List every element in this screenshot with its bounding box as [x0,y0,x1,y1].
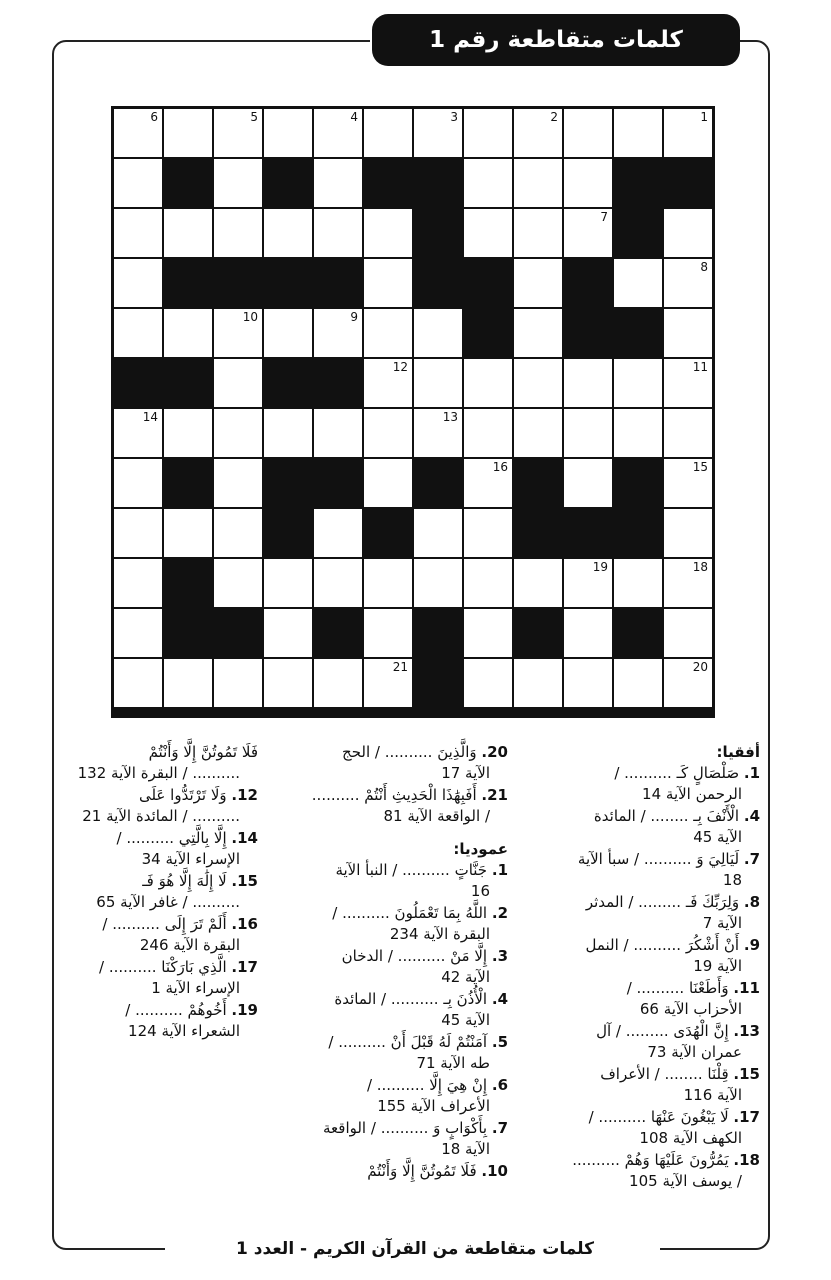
grid-cell[interactable] [563,558,613,608]
grid-cell[interactable] [263,608,313,658]
clue-number: 19 [592,560,608,574]
black-cell [413,208,463,258]
grid-cell[interactable] [463,158,513,208]
grid-cell[interactable] [313,658,363,708]
black-cell [613,608,663,658]
black-cell [563,508,613,558]
grid-cell[interactable] [313,508,363,558]
clue-reference: الآية 17 [441,764,490,782]
black-cell [663,158,713,208]
clue-item [296,903,508,945]
clues-column-right [555,742,760,1193]
grid-cell[interactable] [613,558,663,608]
clue-item [68,828,258,870]
clue-number: 5 [250,110,258,124]
grid-cell[interactable] [263,308,313,358]
clue-index: 20. [481,743,508,761]
black-cell [263,358,313,408]
black-cell [263,458,313,508]
clue-reference: الآية 18 [441,1140,490,1158]
clue-reference: الآية 19 [693,957,742,975]
clue-number: 7 [600,210,608,224]
clue-item [555,806,760,848]
clue-index: 2. [491,904,508,922]
grid-cell[interactable] [413,358,463,408]
grid-cell[interactable] [213,558,263,608]
clue-index: 7. [491,1119,508,1137]
grid-cell[interactable] [513,308,563,358]
black-cell [163,258,213,308]
clue-number: 2 [550,110,558,124]
grid-cell[interactable] [613,108,663,158]
crossword-grid [111,106,715,718]
black-cell [213,608,263,658]
grid-cell[interactable] [663,308,713,358]
grid-cell[interactable] [113,408,163,458]
clue-item [68,914,258,956]
grid-cell[interactable] [363,608,413,658]
grid-cell[interactable] [663,658,713,708]
grid-cell[interactable] [363,458,413,508]
clue-index: 5. [491,1033,508,1051]
clue-number: 6 [150,110,158,124]
clue-reference: البقرة الآية 234 [389,925,490,943]
black-cell [113,358,163,408]
clue-text: أَنْ أَشْكُرَ .......... / النمل [585,936,740,954]
black-cell [563,258,613,308]
grid-cell[interactable] [113,308,163,358]
grid-cell[interactable] [163,408,213,458]
grid-cell[interactable] [513,658,563,708]
black-cell [313,458,363,508]
grid-cell[interactable] [213,158,263,208]
clue-text: وَأَطَعْنَا .......... / [626,979,729,997]
grid-cell[interactable] [113,458,163,508]
clue-text: يَمُرُّونَ عَلَيْهَا وَهُمْ .......... [572,1151,729,1169]
clue-index: 13. [733,1022,760,1040]
clue-text: فَلَا تَمُوتُنَّ إِلَّا وَأَنْتُمْ [148,743,258,761]
clue-number: 11 [692,360,708,374]
clue-text: لَيَالِيَ وَ .......... / سبأ الآية [577,850,740,868]
black-cell [613,458,663,508]
clue-reference: .......... / غافر الآية 65 [96,893,240,911]
clue-reference: الإسراء الآية 34 [141,850,240,868]
grid-cell[interactable] [313,308,363,358]
clue-item [555,763,760,805]
grid-cell[interactable] [463,408,513,458]
grid-cell[interactable] [113,508,163,558]
clue-text: لَا إِلَٰهَ إِلَّا هُوَ فَـ [142,872,227,890]
black-cell [263,508,313,558]
clues-column-middle [296,742,508,1183]
clue-text: الَّذِي بَارَكْنَا .......... / [99,958,227,976]
grid-cell[interactable] [563,108,613,158]
clue-text: وَالَّذِينَ .......... / الحج [342,743,477,761]
grid-cell[interactable] [113,208,163,258]
clue-item [296,1075,508,1117]
clue-number: 20 [692,660,708,674]
black-cell [563,308,613,358]
grid-cell[interactable] [563,358,613,408]
clue-number: 14 [142,410,158,424]
grid-cell[interactable] [263,408,313,458]
black-cell [413,458,463,508]
clue-number: 16 [492,460,508,474]
clue-index: 17. [231,958,258,976]
clue-number: 18 [692,560,708,574]
clue-item [68,957,258,999]
black-cell [613,208,663,258]
grid-cell[interactable] [313,108,363,158]
clue-text: إِلَّا مَنْ .......... / الدخان [341,947,488,965]
grid-cell[interactable] [213,108,263,158]
grid-cell[interactable] [563,458,613,508]
black-cell [163,458,213,508]
clue-text: فَلَا تَمُوتُنَّ إِلَّا وَأَنْتُمْ [367,1162,477,1180]
grid-cell[interactable] [413,308,463,358]
clue-item [555,892,760,934]
clue-reference: عمران الآية 73 [647,1043,742,1061]
clue-text: الْأَنْفَ بِـ ........ / المائدة [593,807,740,825]
clue-reference: الإسراء الآية 1 [151,979,240,997]
clue-number: 21 [392,660,408,674]
black-cell [613,308,663,358]
grid-cell[interactable] [263,558,313,608]
clue-index: 17. [733,1108,760,1126]
clue-index: 1. [491,861,508,879]
grid-cell[interactable] [213,408,263,458]
grid-cell[interactable] [563,158,613,208]
grid-cell[interactable] [313,558,363,608]
clue-text: إِنْ هِيَ إِلَّا .......... / [366,1076,488,1094]
grid-cell[interactable] [513,558,563,608]
grid-cell[interactable] [163,508,213,558]
clue-index: 21. [481,786,508,804]
grid-cell[interactable] [263,108,313,158]
down-heading: عموديا: [453,840,508,858]
clue-reference: الآية 116 [683,1086,742,1104]
clue-text: وَلَا تَرْتَدُّوا عَلَى [138,786,227,804]
grid-cell[interactable] [163,208,213,258]
black-cell [513,608,563,658]
clue-number: 12 [392,360,408,374]
grid-cell[interactable] [613,258,663,308]
across-heading: أفقيا: [716,743,760,761]
black-cell [363,508,413,558]
clue-number: 3 [450,110,458,124]
clue-reference: الآية 7 [702,914,742,932]
clue-index: 18. [733,1151,760,1169]
grid-cell[interactable] [663,108,713,158]
grid-cell[interactable] [113,658,163,708]
clue-item [296,989,508,1031]
clue-reference: / يوسف الآية 105 [629,1172,742,1190]
clue-text: صَلْصَالٍ كَـ .......... / [614,764,740,782]
clue-reference: 16 [470,882,490,900]
clue-number: 15 [692,460,708,474]
grid-cell[interactable] [363,108,413,158]
clue-index: 12. [231,786,258,804]
clue-text: وَلِرَبِّكَ فَـ ......... / المدثر [585,893,740,911]
clue-number: 9 [350,310,358,324]
clue-item [555,1064,760,1106]
grid-cell[interactable] [613,358,663,408]
clue-item [68,785,258,827]
clue-index: 8. [743,893,760,911]
clue-reference: الآية 45 [693,828,742,846]
black-cell [613,508,663,558]
clue-text: إِلَّا بِالَّتِي .......... / [116,829,227,847]
grid-cell[interactable] [613,408,663,458]
black-cell [413,658,463,708]
black-cell [463,308,513,358]
clue-index: 10. [481,1162,508,1180]
clue-reference: البقرة الآية 246 [139,936,240,954]
clue-reference: طه الآية 71 [416,1054,490,1072]
clue-item [555,849,760,891]
clue-index: 11. [733,979,760,997]
clue-item [296,860,508,902]
grid-cell[interactable] [613,658,663,708]
clues-column-left [68,742,258,1043]
clue-number: 1 [700,110,708,124]
clue-text: أَفَبِهَٰذَا الْحَدِيثِ أَنْتُمْ .......... [311,786,477,804]
grid-cell[interactable] [163,658,213,708]
black-cell [463,258,513,308]
grid-cell[interactable] [363,408,413,458]
grid-cell[interactable] [213,208,263,258]
grid-cell[interactable] [463,508,513,558]
clue-reference: الرحمن الآية 14 [642,785,742,803]
clue-item [555,935,760,977]
grid-cell[interactable] [513,258,563,308]
clue-item [68,742,258,784]
grid-cell[interactable] [113,558,163,608]
grid-cell[interactable] [663,408,713,458]
grid-cell[interactable] [463,458,513,508]
grid-cell[interactable] [513,408,563,458]
grid-cell[interactable] [463,208,513,258]
black-cell [413,608,463,658]
clue-number: 8 [700,260,708,274]
clue-reference: الكهف الآية 108 [639,1129,742,1147]
clue-text: إِنَّ الْهُدَى ......... / آل [596,1022,729,1040]
black-cell [263,258,313,308]
grid-cell[interactable] [213,358,263,408]
grid-cell[interactable] [463,658,513,708]
clue-index: 15. [231,872,258,890]
grid-cell[interactable] [413,408,463,458]
page-title: كلمات متقاطعة رقم 1 [372,14,740,66]
clue-index: 4. [491,990,508,1008]
black-cell [263,158,313,208]
clue-reference: الأحزاب الآية 66 [639,1000,742,1018]
clue-text: بِأَكْوَابٍ وَ .......... / الواقعة [323,1119,488,1137]
clue-item [68,1000,258,1042]
grid-cell[interactable] [463,108,513,158]
grid-cell[interactable] [513,158,563,208]
grid-cell[interactable] [663,458,713,508]
black-cell [163,158,213,208]
black-cell [313,608,363,658]
grid-cell[interactable] [663,358,713,408]
clue-index: 15. [733,1065,760,1083]
black-cell [163,558,213,608]
grid-cell[interactable] [513,358,563,408]
clue-item [555,978,760,1020]
grid-cell[interactable] [313,158,363,208]
grid-cell[interactable] [513,108,563,158]
clue-item [296,785,508,827]
clue-text: اللَّهُ بِمَا تَعْمَلُونَ .......... / [332,904,488,922]
grid-cell[interactable] [263,208,313,258]
grid-cell[interactable] [563,658,613,708]
clue-item [296,1161,508,1182]
grid-cell[interactable] [113,158,163,208]
grid-cell[interactable] [313,208,363,258]
grid-cell[interactable] [663,208,713,258]
clue-number: 13 [442,410,458,424]
clue-reference: الأعراف الآية 155 [377,1097,490,1115]
grid-cell[interactable] [113,258,163,308]
black-cell [413,158,463,208]
black-cell [313,358,363,408]
black-cell [163,608,213,658]
clue-index: 1. [743,764,760,782]
clue-item [296,742,508,784]
grid-cell[interactable] [213,508,263,558]
grid-cell[interactable] [163,308,213,358]
clue-index: 3. [491,947,508,965]
clue-text: أَلَمْ تَرَ إِلَى .......... / [102,915,227,933]
grid-cell[interactable] [663,258,713,308]
black-cell [313,258,363,308]
black-cell [163,358,213,408]
black-cell [613,158,663,208]
clue-item [296,1032,508,1074]
grid-cell[interactable] [663,608,713,658]
clue-reference: 18 [722,871,742,889]
grid-cell[interactable] [463,608,513,658]
grid-cell[interactable] [413,508,463,558]
black-cell [513,458,563,508]
grid-cell[interactable] [413,108,463,158]
grid-cell[interactable] [463,558,513,608]
crossword-cells [113,108,713,708]
clue-item [68,871,258,913]
black-cell [513,508,563,558]
grid-cell[interactable] [313,408,363,458]
grid-cell[interactable] [663,508,713,558]
clue-text: الْأُذُنَ بِـ .......... / المائدة [334,990,488,1008]
clue-index: 4. [743,807,760,825]
grid-cell[interactable] [563,608,613,658]
clue-text: قِلْنَا ........ / الأعراف [600,1065,729,1083]
grid-cell[interactable] [363,658,413,708]
grid-cell[interactable] [163,108,213,158]
grid-cell[interactable] [363,358,413,408]
clue-index: 9. [743,936,760,954]
black-cell [363,158,413,208]
grid-cell[interactable] [213,308,263,358]
grid-cell[interactable] [113,108,163,158]
grid-cell[interactable] [263,658,313,708]
clue-reference: .......... / المائدة الآية 21 [82,807,240,825]
clue-reference: / الواقعة الآية 81 [383,807,490,825]
clue-item [555,1107,760,1149]
grid-cell[interactable] [463,358,513,408]
clue-index: 6. [491,1076,508,1094]
clue-text: أَخُوهُمْ .......... / [125,1001,227,1019]
grid-cell[interactable] [363,208,413,258]
clue-text: لَا يَبْغُونَ عَنْهَا .......... / [588,1108,729,1126]
grid-cell[interactable] [363,308,413,358]
clue-index: 16. [231,915,258,933]
clue-item [555,1021,760,1063]
clue-item [555,1150,760,1192]
clue-item [296,946,508,988]
clue-index: 7. [743,850,760,868]
black-cell [413,258,463,308]
grid-cell[interactable] [563,408,613,458]
clue-number: 4 [350,110,358,124]
grid-cell[interactable] [513,208,563,258]
grid-cell[interactable] [213,458,263,508]
clue-text: آمَنْتُمْ لَهُ قَبْلَ أَنْ .......... / [328,1033,488,1051]
black-cell [213,258,263,308]
grid-cell[interactable] [363,558,413,608]
clue-index: 14. [231,829,258,847]
grid-cell[interactable] [663,558,713,608]
clue-reference: .......... / البقرة الآية 132 [77,764,240,782]
grid-cell[interactable] [413,558,463,608]
clue-number: 10 [242,310,258,324]
clue-reference: الآية 42 [441,968,490,986]
grid-cell[interactable] [113,608,163,658]
clue-index: 19. [231,1001,258,1019]
clue-reference: الآية 45 [441,1011,490,1029]
clue-item [296,1118,508,1160]
grid-cell[interactable] [363,258,413,308]
grid-cell[interactable] [563,208,613,258]
grid-cell[interactable] [213,658,263,708]
clue-reference: الشعراء الآية 124 [128,1022,240,1040]
footer-title: كلمات متقاطعة من القرآن الكريم - العدد 1 [236,1239,594,1259]
clue-text: جَنَّاتٍ .......... / النبأ الآية [335,861,488,879]
